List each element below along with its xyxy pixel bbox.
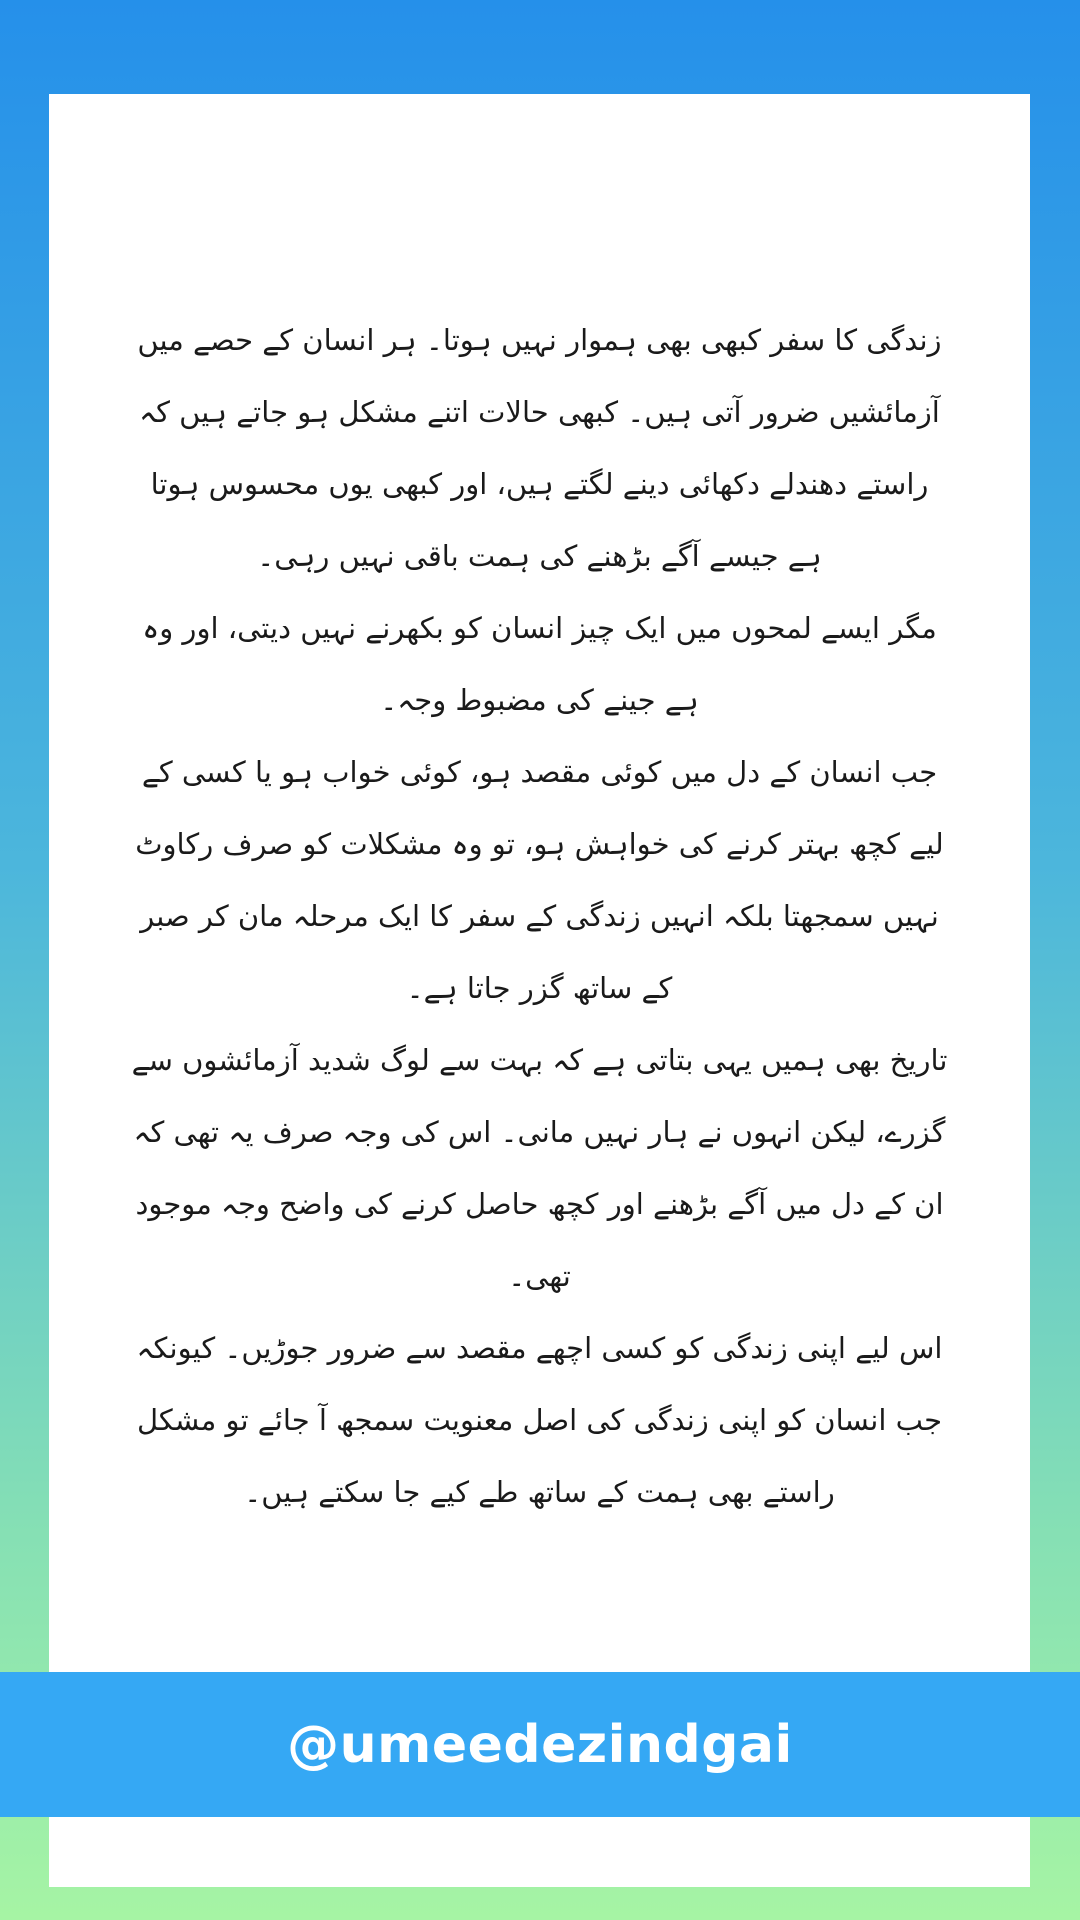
urdu-text-block (129, 304, 950, 1528)
paragraph-3: جب انسان کے دل میں کوئی مقصد ہو، کوئی خواب ہو یا کسی کے لیے کچھ بہتر کرنے کی خواہش ہو، تو وہ مشکلات کو صرف رکاوٹ نہیں سمجھتا بلکہ انہیں زندگی کے سفر کا ایک مرحلہ مان کر صبر کے ساتھ گزر جاتا ہے۔ (135, 755, 944, 1005)
content-card (49, 94, 1030, 1887)
social-handle: @umeedezindgai (287, 1714, 793, 1775)
paragraph-4: تاریخ بھی ہمیں یہی بتاتی ہے کہ بہت سے لوگ شدید آزمائشوں سے گزرے، لیکن انہوں نے ہار نہیں مانی۔ اس کی وجہ صرف یہ تھی کہ ان کے دل میں آگے بڑھنے اور کچھ حاصل کرنے کی واضح وجہ موجود تھی۔ (131, 1043, 948, 1293)
paragraph-2: مگر ایسے لمحوں میں ایک چیز انسان کو بکھرنے نہیں دیتی، اور وہ ہے جینے کی مضبوط وجہ۔ (142, 611, 937, 717)
paragraph-1: زندگی کا سفر کبھی بھی ہموار نہیں ہوتا۔ ہر انسان کے حصے میں آزمائشیں ضرور آتی ہیں۔ کبھی حالات اتنے مشکل ہو جاتے ہیں کہ راستے دھندلے دکھائی دینے لگتے ہیں، اور کبھی یوں محسوس ہوتا ہے جیسے آگے بڑھنے کی ہمت باقی نہیں رہی۔ (137, 323, 942, 573)
handle-banner (0, 1672, 1080, 1817)
paragraph-5: اس لیے اپنی زندگی کو کسی اچھے مقصد سے ضرور جوڑیں۔ کیونکہ جب انسان کو اپنی زندگی کی اصل معنویت سمجھ آ جائے تو مشکل راستے بھی ہمت کے ساتھ طے کیے جا سکتے ہیں۔ (136, 1331, 943, 1509)
